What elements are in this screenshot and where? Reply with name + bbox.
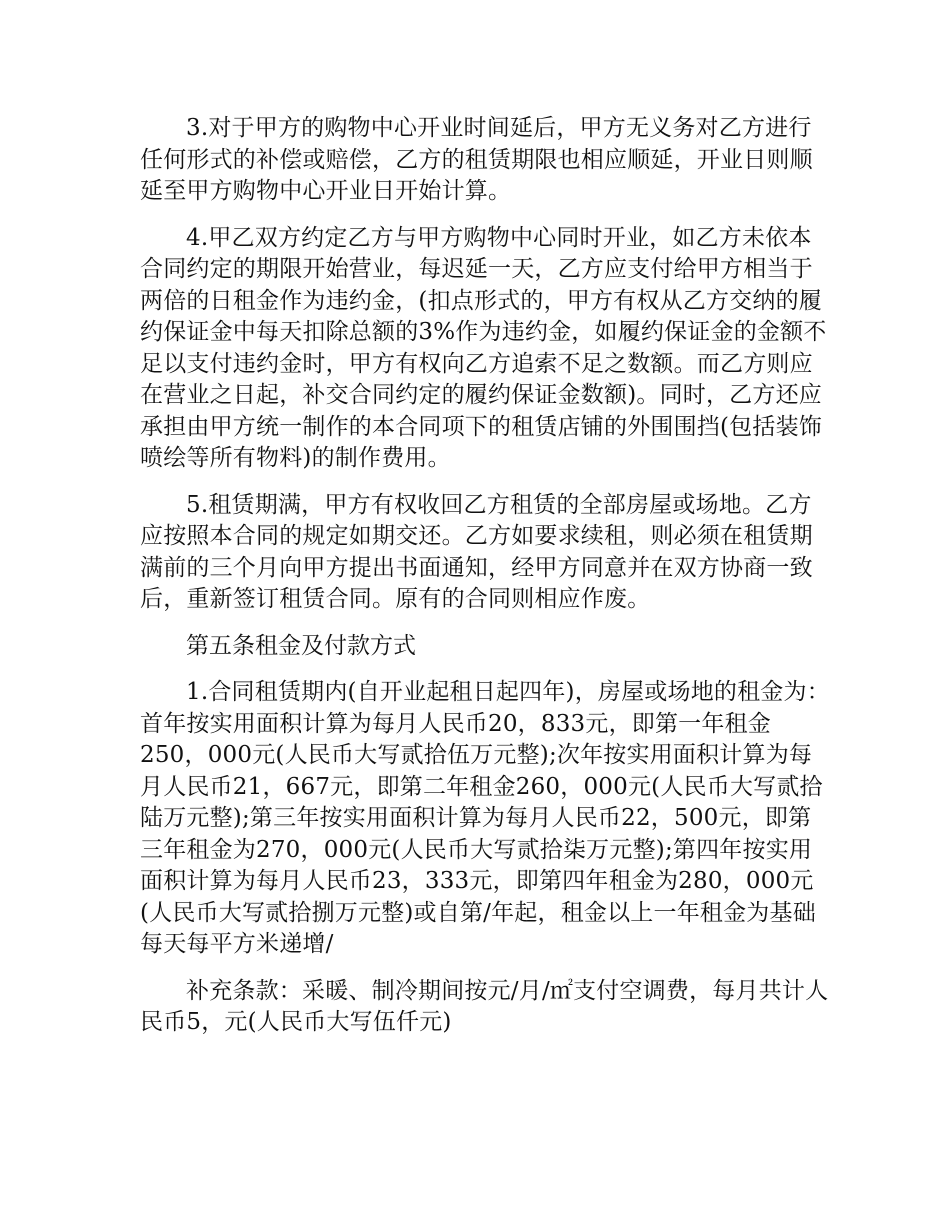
clause-3-paragraph: 3.对于甲方的购物中心开业时间延后，甲方无义务对乙方进行任何形式的补偿或赔偿，乙方的租赁期限也相应顺延，开业日则顺延至甲方购物中心开业日开始计算。	[140, 115, 813, 204]
supplementary-clause-paragraph: 补充条款：采暖、制冷期间按元/月/㎡支付空调费，每月共计人民币5，元(人民币大写伍仟元)	[140, 977, 829, 1035]
document-body	[140, 113, 830, 1054]
rent-clause-1-paragraph: 1.合同租赁期内(自开业起租日起四年)，房屋或场地的租金为：首年按实用面积计算为每月人民币20，833元，即第一年租金250，000元(人民币大写贰拾伍万元整);次年按实用面积计算为每月人民币21，667元，即第二年租金260，000元(人民币大写贰拾陆万元整);第三年按实用面积计算为每月人民币22，500元，即第三年租金为270，000元(人民币大写贰拾柒万元整);第四年按实用面积计算为每月人民币23，333元，即第四年租金为280，000元(人民币大写贰拾捌万元整)或自第/年起，租金以上一年租金为基础每天每平方米递增/	[140, 679, 830, 957]
clause-4-paragraph: 4.甲乙双方约定乙方与甲方购物中心同时开业，如乙方未依本合同约定的期限开始营业，每迟延一天，乙方应支付给甲方相当于两倍的日租金作为违约金，(扣点形式的，甲方有权从乙方交纳的履约保证金中每天扣除总额的3%作为违约金，如履约保证金的金额不足以支付违约金时，甲方有权向乙方追索不足之数额。而乙方则应在营业之日起，补交合同约定的履约保证金数额)。同时，乙方还应承担由甲方统一制作的本合同项下的租赁店铺的外围围挡(包括装饰喷绘等所有物料)的制作费用。	[140, 224, 827, 471]
section-heading: 第五条租金及付款方式	[186, 632, 416, 659]
clause-5-paragraph: 5.租赁期满，甲方有权收回乙方租赁的全部房屋或场地。乙方应按照本合同的规定如期交还。乙方如要求续租，则必须在租赁期满前的三个月向甲方提出书面通知，经甲方同意并在双方协商一致后，重新签订租赁合同。原有的合同则相应作废。	[140, 491, 813, 612]
